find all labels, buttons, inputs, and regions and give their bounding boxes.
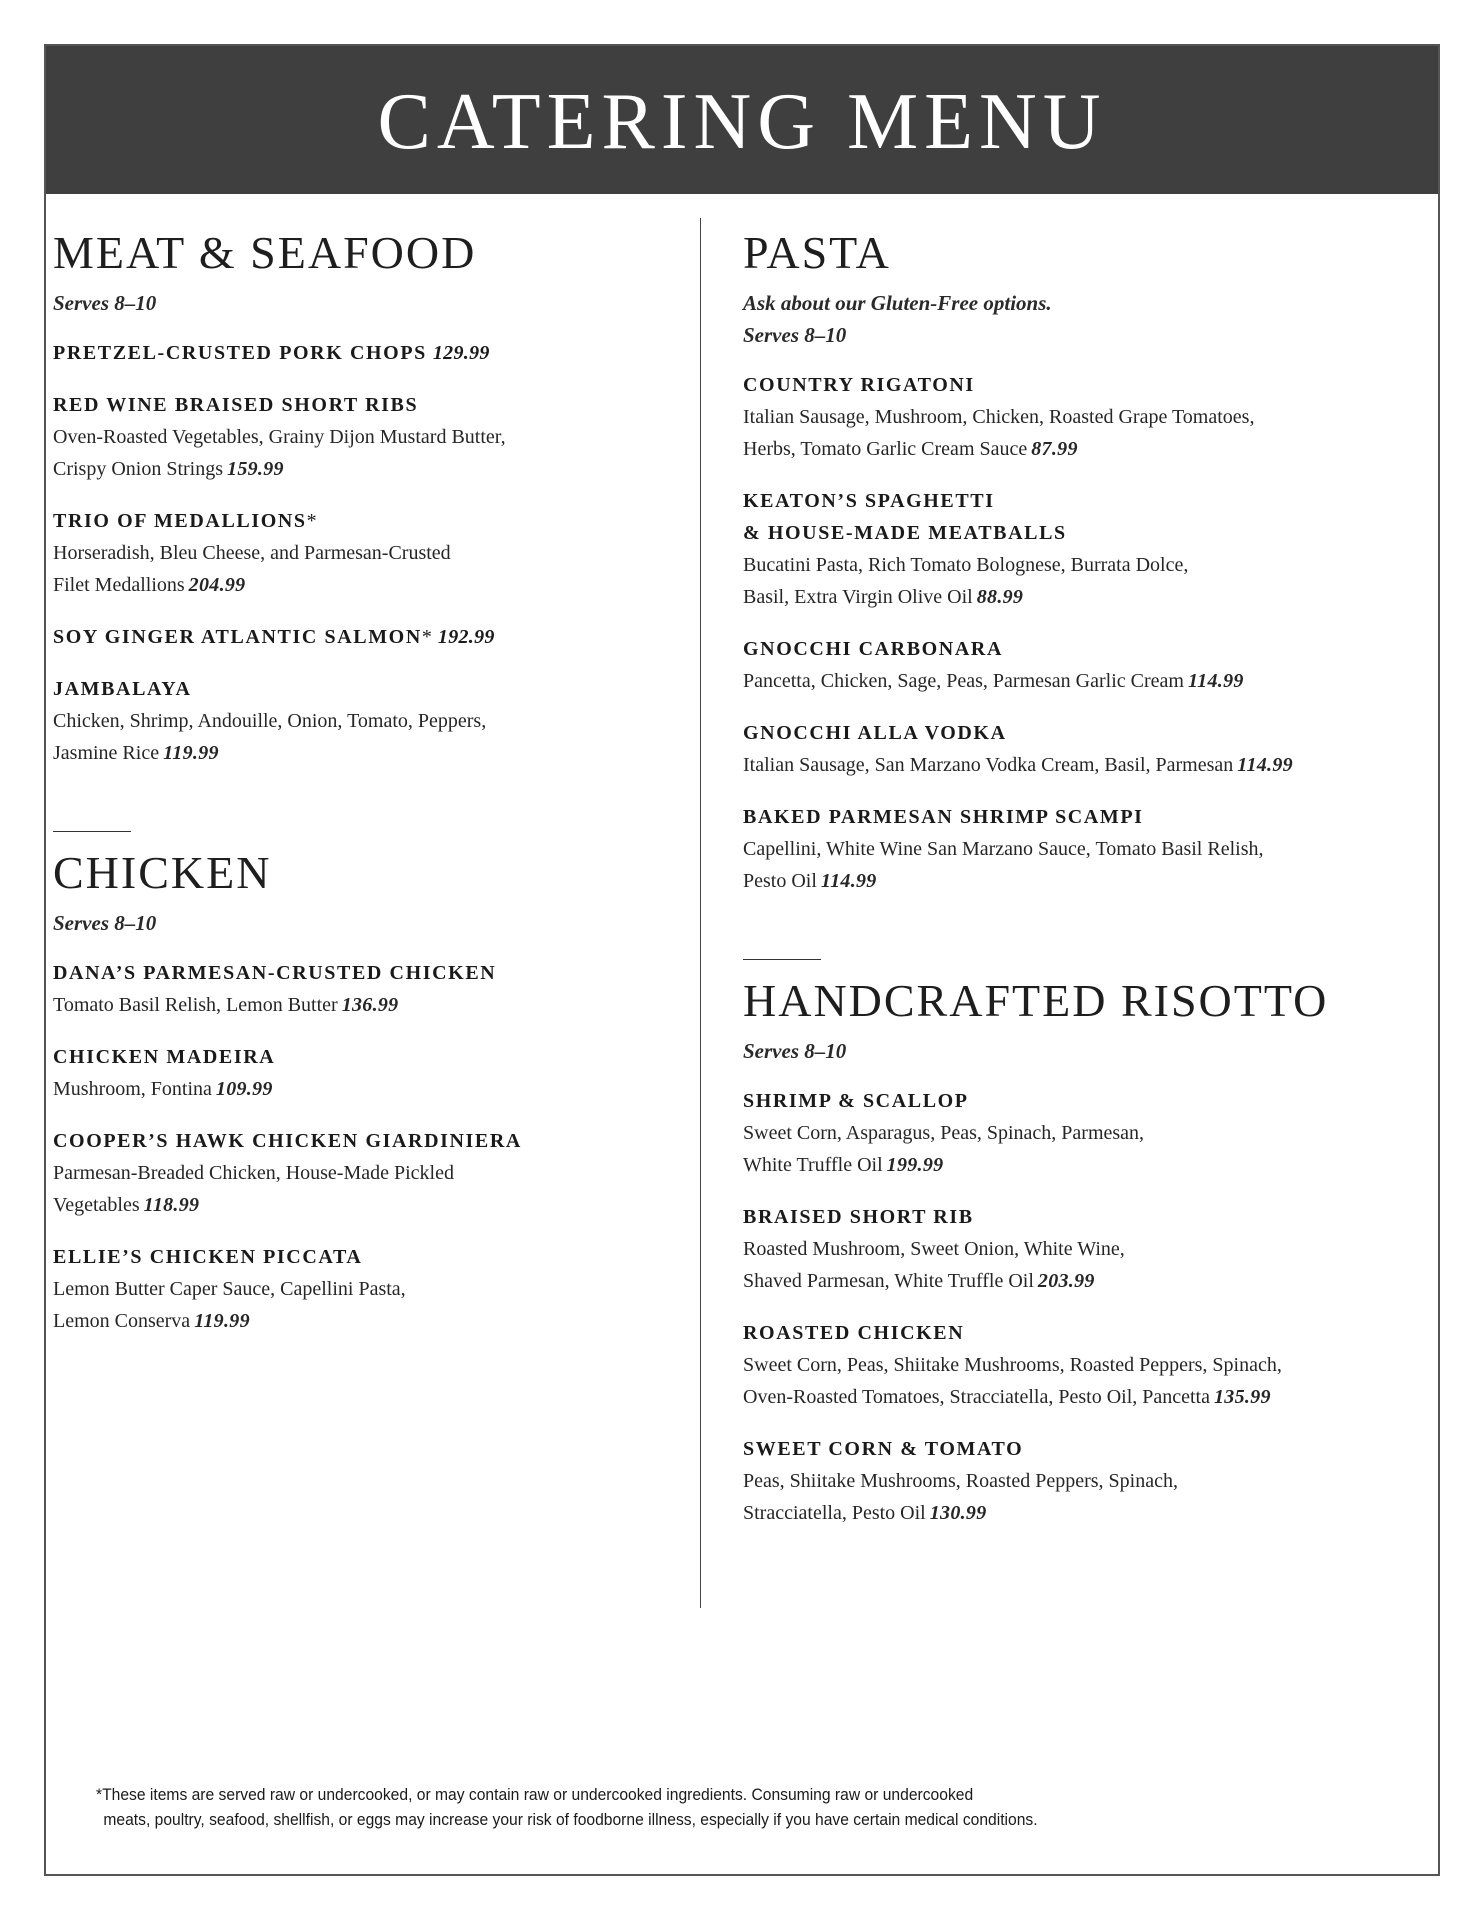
item-name: COUNTRY RIGATONI (743, 373, 975, 396)
section-risotto (743, 959, 1383, 1529)
menu-item (53, 1125, 663, 1221)
disclaimer-line: *These items are served raw or undercooked, or may contain raw or undercooked ingredients. Consuming raw or undercooked (96, 1785, 974, 1804)
item-price: 199.99 (886, 1153, 944, 1176)
raw-asterisk: * (421, 625, 432, 648)
item-description: Sweet Corn, Peas, Shiitake Mushrooms, Roasted Peppers, Spinach, (743, 1353, 1282, 1376)
section-title: MEAT & SEAFOOD (53, 227, 477, 278)
menu-item (743, 1085, 1383, 1181)
item-description: Mushroom, Fontina (53, 1077, 212, 1100)
menu-item (743, 485, 1383, 613)
item-description: Peas, Shiitake Mushrooms, Roasted Peppers, Spinach, (743, 1469, 1178, 1492)
section-meat-seafood (53, 228, 663, 769)
menu-item (743, 717, 1383, 781)
item-description: Italian Sausage, Mushroom, Chicken, Roasted Grape Tomatoes, (743, 405, 1255, 428)
menu-item (743, 801, 1383, 897)
item-price: 87.99 (1031, 437, 1078, 460)
left-column (53, 228, 663, 1357)
section-title: PASTA (743, 227, 891, 278)
item-price: 119.99 (194, 1309, 250, 1332)
item-description: Jasmine Rice (53, 741, 160, 764)
serves-note: Serves 8–10 (743, 322, 847, 347)
item-description: Lemon Conserva (53, 1309, 191, 1332)
item-name: BRAISED SHORT RIB (743, 1205, 974, 1228)
serves-note: Serves 8–10 (53, 290, 157, 315)
item-name: GNOCCHI CARBONARA (743, 637, 1003, 660)
item-description: Capellini, White Wine San Marzano Sauce, Tomato Basil Relish, (743, 837, 1264, 860)
item-price: 136.99 (341, 993, 399, 1016)
item-description: Roasted Mushroom, Sweet Onion, White Wine, (743, 1237, 1125, 1260)
item-description: Shaved Parmesan, White Truffle Oil (743, 1269, 1034, 1292)
item-description: Filet Medallions (53, 573, 185, 596)
item-name: JAMBALAYA (53, 677, 192, 700)
serves-note: Serves 8–10 (743, 1038, 847, 1063)
item-price: 192.99 (437, 625, 495, 648)
item-description: Chicken, Shrimp, Andouille, Onion, Tomato, Peppers, (53, 709, 487, 732)
item-description: Vegetables (53, 1193, 140, 1216)
menu-item (53, 1241, 663, 1337)
item-name-line2: & HOUSE-MADE MEATBALLS (743, 521, 1067, 544)
item-name: SWEET CORN & TOMATO (743, 1437, 1024, 1460)
section-rule (743, 959, 821, 961)
item-description: Oven-Roasted Vegetables, Grainy Dijon Mustard Butter, (53, 425, 506, 448)
item-description: Stracciatella, Pesto Oil (743, 1501, 926, 1524)
section-title: CHICKEN (53, 847, 272, 899)
menu-item (53, 1041, 663, 1105)
menu-item (743, 1201, 1383, 1297)
item-name: PRETZEL-CRUSTED PORK CHOPS (53, 341, 427, 364)
item-price: 109.99 (215, 1077, 273, 1100)
item-price: 118.99 (143, 1193, 200, 1216)
item-name: SHRIMP & SCALLOP (743, 1089, 969, 1112)
item-description: Sweet Corn, Asparagus, Peas, Spinach, Parmesan, (743, 1121, 1145, 1144)
item-name: ELLIE’S CHICKEN PICCATA (53, 1245, 363, 1268)
item-name: ROASTED CHICKEN (743, 1321, 965, 1344)
item-description: Parmesan-Breaded Chicken, House-Made Pickled (53, 1161, 454, 1184)
item-description: Pancetta, Chicken, Sage, Peas, Parmesan Garlic Cream (743, 669, 1184, 692)
menu-item (53, 505, 663, 601)
right-column (743, 228, 1383, 1549)
item-price: 114.99 (1187, 669, 1244, 692)
item-name: KEATON’S SPAGHETTI (743, 489, 995, 512)
menu-item (53, 621, 663, 653)
page-title: CATERING MENU (377, 78, 1107, 166)
menu-item (743, 369, 1383, 465)
section-pasta (743, 228, 1383, 897)
section-rule (53, 831, 131, 833)
item-name: BAKED PARMESAN SHRIMP SCAMPI (743, 805, 1144, 828)
item-price: 203.99 (1037, 1269, 1095, 1292)
item-description: Crispy Onion Strings (53, 457, 224, 480)
raw-asterisk: * (306, 509, 317, 532)
gluten-free-note: Ask about our Gluten-Free options. (743, 290, 1052, 315)
item-description: Oven-Roasted Tomatoes, Stracciatella, Pesto Oil, Pancetta (743, 1385, 1210, 1408)
item-price: 114.99 (820, 869, 877, 892)
item-name: SOY GINGER ATLANTIC SALMON (53, 625, 422, 648)
item-name: RED WINE BRAISED SHORT RIBS (53, 393, 419, 416)
item-description: White Truffle Oil (743, 1153, 883, 1176)
item-price: 114.99 (1237, 753, 1293, 776)
item-name: CHICKEN MADEIRA (53, 1045, 276, 1068)
item-description: Horseradish, Bleu Cheese, and Parmesan-Crusted (53, 541, 451, 564)
item-price: 135.99 (1214, 1385, 1271, 1408)
serves-note: Serves 8–10 (53, 910, 157, 935)
item-name: COOPER’S HAWK CHICKEN GIARDINIERA (53, 1129, 522, 1152)
menu-item (743, 1433, 1383, 1529)
item-description: Herbs, Tomato Garlic Cream Sauce (743, 437, 1028, 460)
item-description: Lemon Butter Caper Sauce, Capellini Pasta, (53, 1277, 406, 1300)
item-price: 130.99 (929, 1501, 987, 1524)
item-price: 129.99 (432, 341, 490, 364)
menu-item (53, 957, 663, 1021)
item-price: 159.99 (227, 457, 284, 480)
menu-item (743, 633, 1383, 697)
menu-item (743, 1317, 1383, 1413)
disclaimer-line: meats, poultry, seafood, shellfish, or eggs may increase your risk of foodborne illness, especially if you have certain medical conditions. (103, 1810, 1038, 1829)
item-price: 119.99 (163, 741, 219, 764)
item-description: Italian Sausage, San Marzano Vodka Cream, Basil, Parmesan (743, 753, 1234, 776)
section-title: HANDCRAFTED RISOTTO (743, 975, 1329, 1027)
menu-item (53, 337, 663, 369)
item-description: Bucatini Pasta, Rich Tomato Bolognese, Burrata Dolce, (743, 553, 1189, 576)
menu-item (53, 389, 663, 485)
item-name: TRIO OF MEDALLIONS (53, 509, 307, 532)
item-price: 204.99 (188, 573, 246, 596)
item-description: Basil, Extra Virgin Olive Oil (743, 585, 973, 608)
item-description: Tomato Basil Relish, Lemon Butter (53, 993, 338, 1016)
raw-food-disclaimer (96, 1782, 1255, 1832)
item-description: Pesto Oil (743, 869, 817, 892)
item-name: DANA’S PARMESAN-CRUSTED CHICKEN (53, 961, 497, 984)
item-price: 88.99 (976, 585, 1024, 608)
header-banner (46, 46, 1438, 194)
section-chicken (53, 831, 663, 1337)
item-name: GNOCCHI ALLA VODKA (743, 721, 1007, 744)
column-divider (700, 218, 701, 1608)
menu-item (53, 673, 663, 769)
